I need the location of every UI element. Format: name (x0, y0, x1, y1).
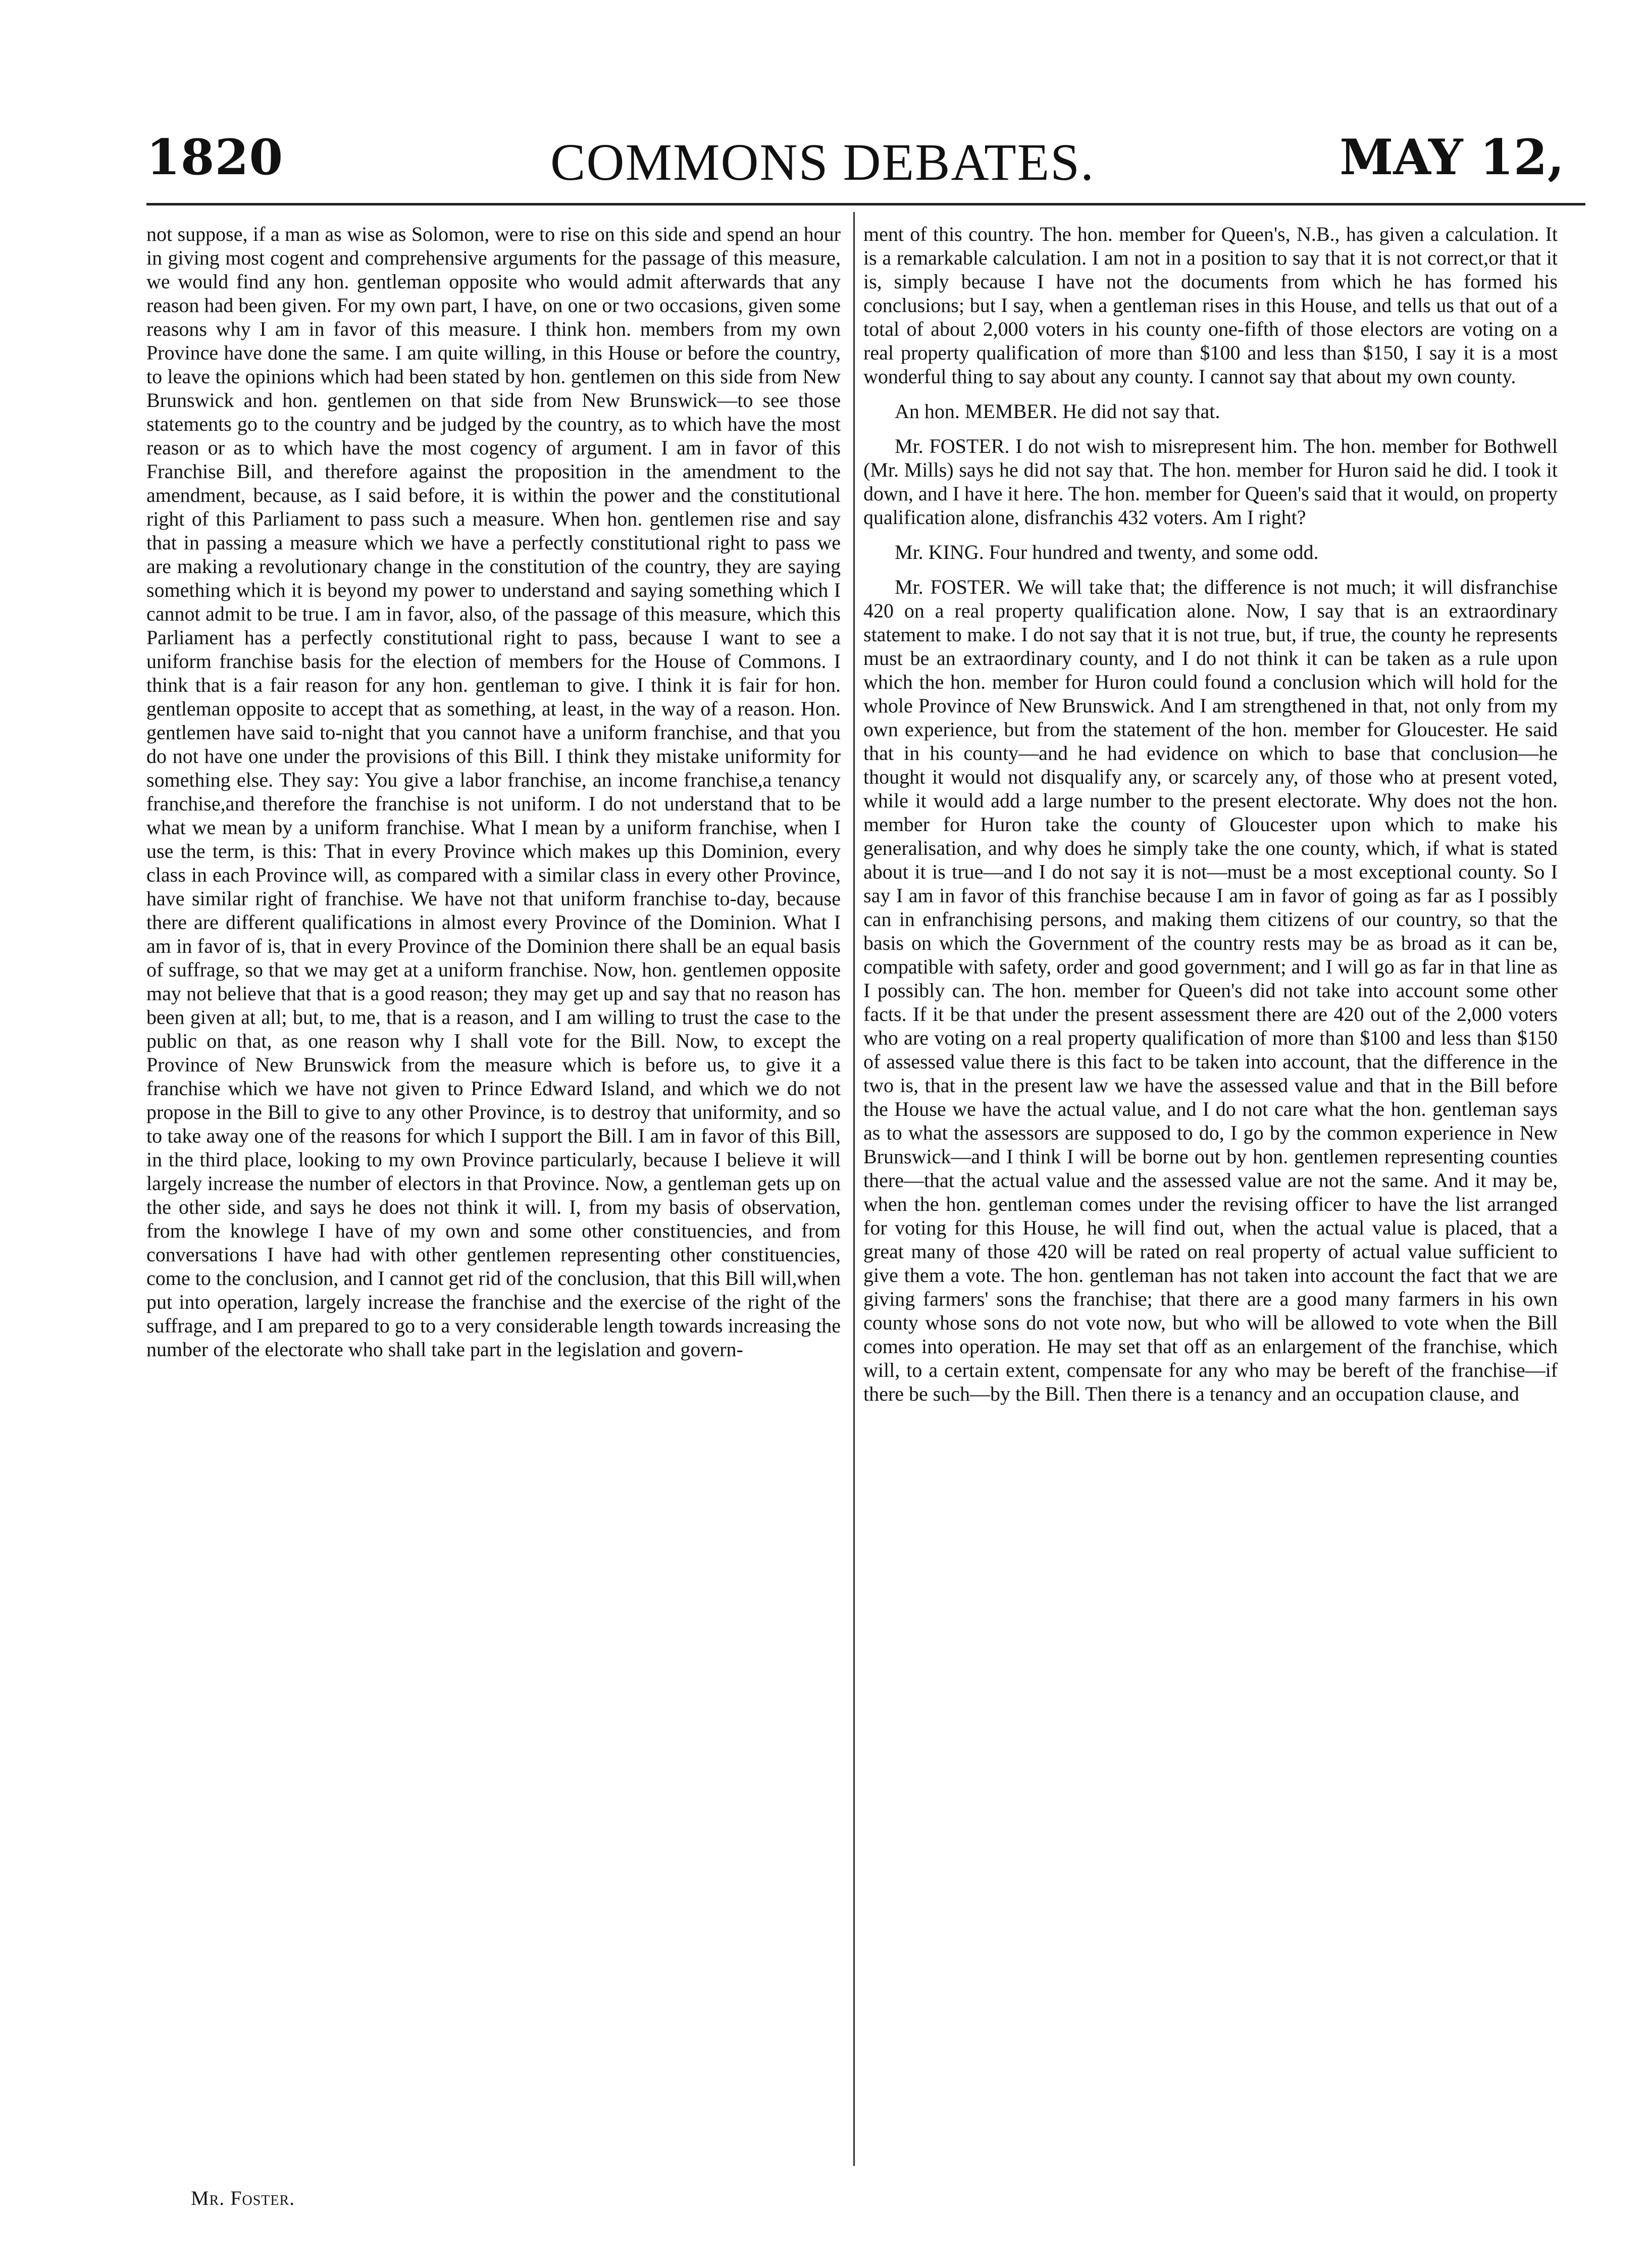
right-paragraph-2: An hon. MEMBER. He did not say that. (895, 400, 1220, 423)
column-divider (853, 212, 855, 2166)
header-rule (146, 203, 1585, 205)
right-paragraph-3: Mr. FOSTER. I do not wish to misrepresent him. The hon. member for Bothwell (Mr. Mills) says he did not say that. The hon. member for Huron said he did. I took it down, and I have it here. The hon. member for Queen's said that it would, on property qualification alone, disfranchis 432 voters. Am I right? (863, 435, 1558, 529)
page-number: 1820 (146, 129, 284, 186)
page-date: MAY 12, (1340, 129, 1564, 186)
right-paragraph-4: Mr. KING. Four hundred and twenty, and some odd. (895, 541, 1319, 563)
right-paragraph-5: Mr. FOSTER. We will take that; the difference is not much; it will disfranchise 420 on a real property qualification alone. Now, I say that is an extraordinary statement to make. I do not say that it is not true, but, if true, the county he represents must be an extraordinary county, and I do not think it can be taken as a rule upon which the hon. member for Huron could found a conclusion which will hold for the whole Province of New Brunswick. And I am strengthened in that, not only from my own experience, but from the statement of the hon. member for Gloucester. He said that in his county—and he had evidence on which to base that conclusion—he thought it would not disqualify any, or scarcely any, of those who at present voted, while it would add a large number to the present electorate. Why does not the hon. member for Huron take the county of Gloucester upon which to make his generalisation, and why does he simply take the one county, which, if what is stated about it is true—and I do not say it is not—must be a most exceptional county. So I say I am in favor of this franchise because I am in favor of going as far as I possibly can in enfranchising persons, and making them citizens of our country, so that the basis on which the Government of the country rests may be as broad as it can be, compatible with safety, order and good government; and I will go as far in that line as I possibly can. The hon. member for Queen's did not take into account some other facts. If it be that under the present assessment there are 420 out of the 2,000 voters who are voting on a real property qualification of more than $100 and less than $150 of assessed value there is this fact to be taken into account, that the difference in the two is, that in the present law we have the assessed value and that in the Bill before the House we have the actual value, and I do not care what the hon. gentleman says as to what the assessors are supposed to do, I go by the common experience in New Brunswick—and I think I will be borne out by hon. gentlemen representing counties there—that the actual value and the assessed value are not the same. And it may be, when the hon. gentleman comes under the revising officer to have the list arranged for voting for this House, he will find out, when the actual value is placed, that a great many of those 420 will be rated on real property of actual value sufficient to give them a vote. The hon. gentleman has not taken into account the fact that we are giving farmers' sons the franchise; that there are a good many farmers in his own county whose sons do not vote now, but who will be allowed to vote when the Bill comes into operation. He may set that off as an enlargement of the franchise, which will, to a certain extent, compensate for any who may be bereft of the franchise—if there be such—by the Bill. Then there is a tenancy and an occupation clause, and (863, 576, 1558, 1405)
right-paragraph-1: ment of this country. The hon. member for Queen's, N.B., has given a calculation. It is a remarkable calculation. I am not in a position to say that it is not correct,or that it is, simply because I have not the documents from which he has formed his conclusions; but I say, when a gentleman rises in this House, and tells us that out of a total of about 2,000 voters in his county one-fifth of those electors are voting on a real property qualification of more than $100 and less than $150, I say it is a most wonderful thing to say about any county. I cannot say that about my own county. (863, 223, 1558, 388)
left-column (146, 222, 841, 2151)
page-title: COMMONS DEBATES. (550, 133, 1095, 191)
right-column (863, 222, 1558, 2151)
footer-speaker: Mr. Foster. (191, 2187, 295, 2209)
left-paragraph: not suppose, if a man as wise as Solomon, were to rise on this side and spend an hour in giving most cogent and comprehensive arguments for the passage of this measure, we would find any hon. gentleman opposite who would admit afterwards that any reason had been given. For my own part, I have, on one or two occasions, given some reasons why I am in favor of this measure. I think hon. members from my own Province have done the same. I am quite willing, in this House or before the country, to leave the opinions which had been stated by hon. gentlemen on this side from New Brunswick and hon. gentlemen on that side from New Brunswick—to see those statements go to the country and be judged by the country, as to which have the most reason or as to which have the most cogency of argument. I am in favor of this Franchise Bill, and therefore against the proposition in the amendment to the amendment, because, as I said before, it is within the power and the constitutional right of this Parliament to pass such a measure. When hon. gentlemen rise and say that in passing a measure which we have a perfectly constitutional right to pass we are making a revolutionary change in the constitution of the country, they are saying something which it is beyond my power to understand and saying something which I cannot admit to be true. I am in favor, also, of the passage of this measure, which this Parliament has a perfectly constitutional right to pass, because I want to see a uniform franchise basis for the election of members for the House of Commons. I think that is a fair reason for any hon. gentleman to give. I think it is fair for hon. gentleman opposite to accept that as something, at least, in the way of a reason. Hon. gentlemen have said to-night that you cannot have a uniform franchise, and that you do not have one under the provisions of this Bill. I think they mistake uniformity for something else. They say: You give a labor franchise, an income franchise,a tenancy franchise,and therefore the franchise is not uniform. I do not understand that to be what we mean by a uniform franchise. What I mean by a uniform franchise, when I use the term, is this: That in every Province which makes up this Dominion, every class in each Province will, as compared with a similar class in every other Province, have similar right of franchise. We have not that uniform franchise to-day, because there are different qualifications in almost every Province of the Dominion. What I am in favor of is, that in every Province of the Dominion there shall be an equal basis of suffrage, so that we may get at a uniform franchise. Now, hon. gentlemen opposite may not believe that that is a good reason; they may get up and say that no reason has been given at all; but, to me, that is a reason, and I am willing to trust the case to the public on that, as one reason why I shall vote for the Bill. Now, to except the Province of New Brunswick from the measure which is before us, to give it a franchise which we have not given to Prince Edward Island, and which we do not propose in the Bill to give to any other Province, is to destroy that uniformity, and so to take away one of the reasons for which I support the Bill. I am in favor of this Bill, in the third place, looking to my own Province particularly, because I believe it will largely increase the number of electors in that Province. Now, a gentleman gets up on the other side, and says he does not think it will. I, from my basis of observation, from the knowlege I have of my own and some other constituencies, and from conversations I have had with other gentlemen representing other constituencies, come to the conclusion, and I cannot get rid of the conclusion, that this Bill will,when put into operation, largely increase the franchise and the exercise of the right of the suffrage, and I am prepared to go to a very considerable length towards increasing the number of the electorate who shall take part in the legislation and govern- (146, 223, 841, 1361)
